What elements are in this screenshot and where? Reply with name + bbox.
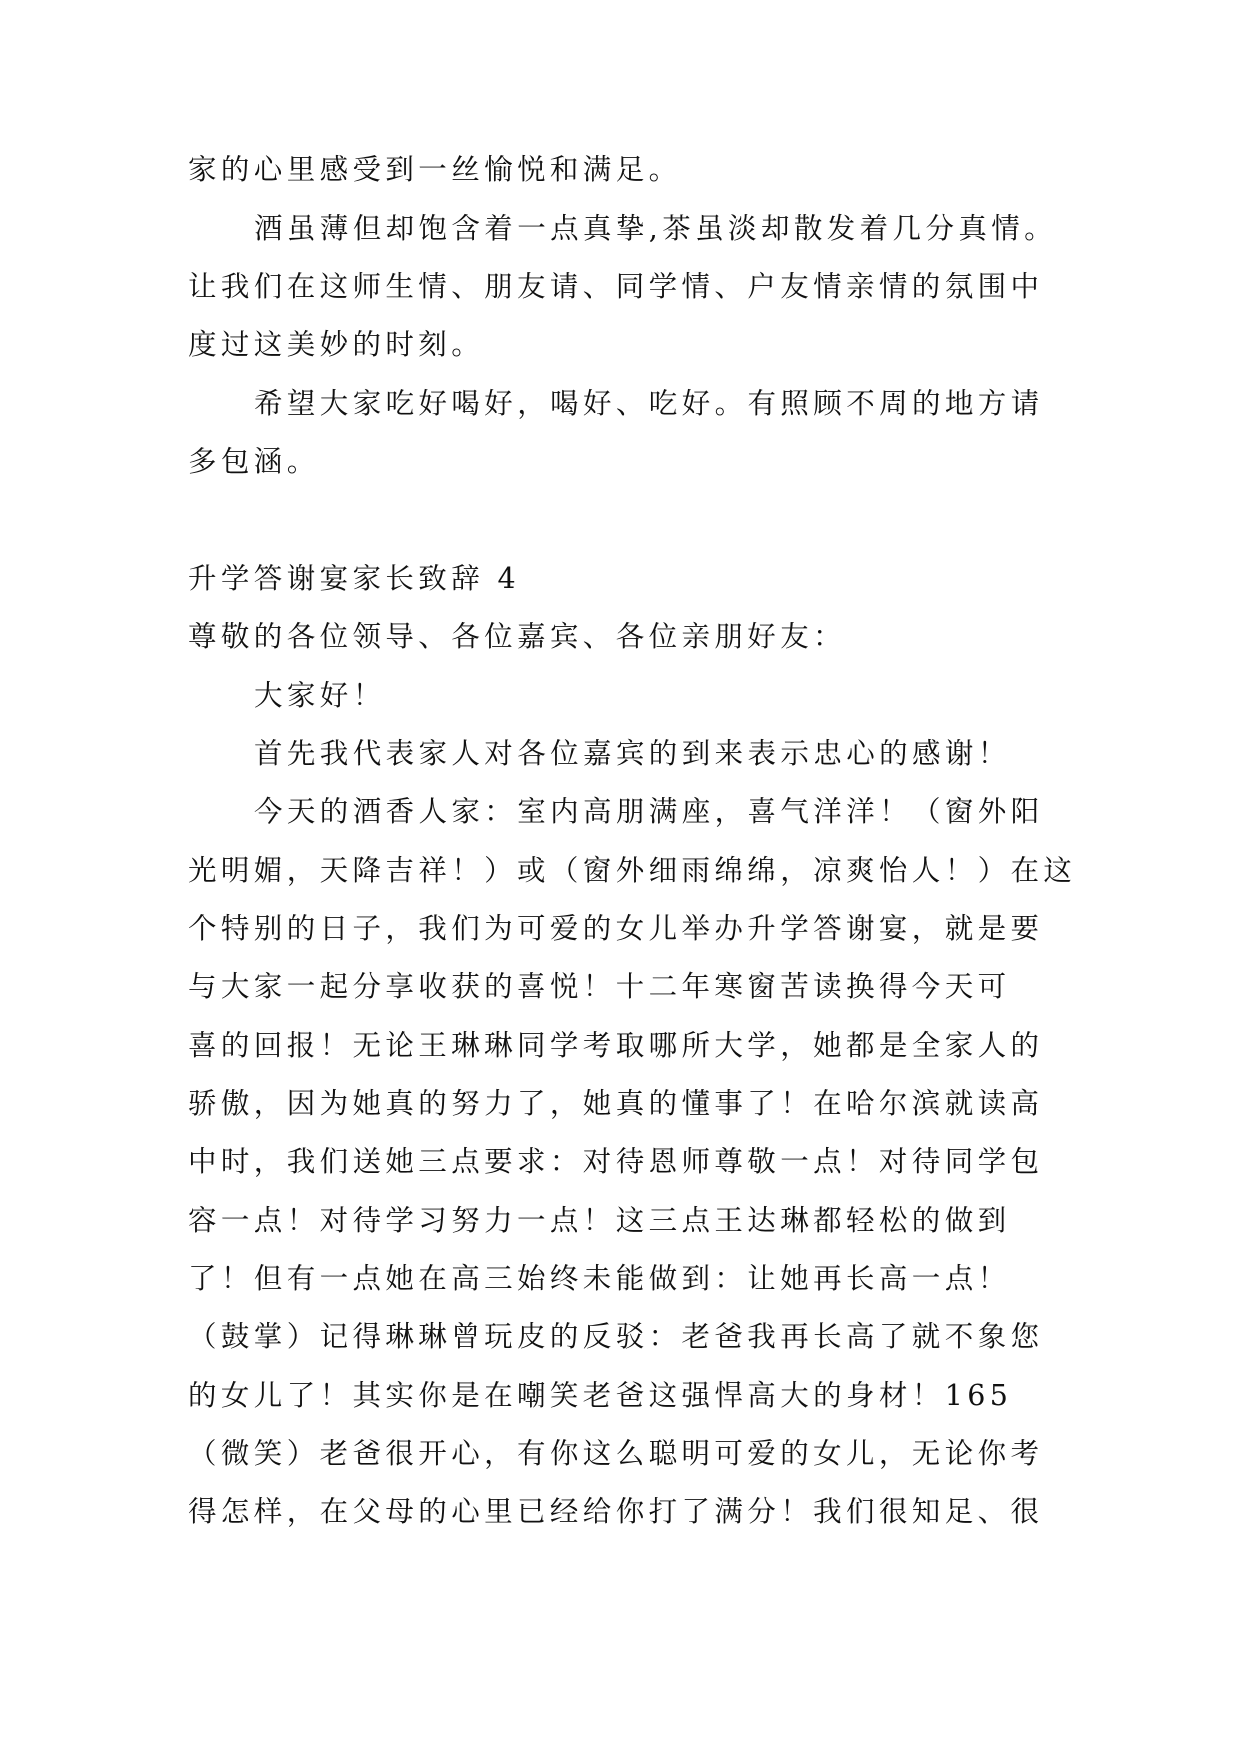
paragraph-line: 让我们在这师生情、朋友请、同学情、户友情亲情的氛围中 bbox=[188, 270, 1044, 303]
paragraph-line: 希望大家吃好喝好，喝好、吃好。有照顾不周的地方请 bbox=[254, 387, 1044, 420]
paragraph-line: 光明媚，天降吉祥！）或（窗外细雨绵绵，凉爽怡人！）在这 bbox=[188, 854, 1077, 887]
paragraph-line: 喜的回报！无论王琳琳同学考取哪所大学，她都是全家人的 bbox=[188, 1029, 1044, 1062]
paragraph-line: 骄傲，因为她真的努力了，她真的懂事了！在哈尔滨就读高 bbox=[188, 1087, 1044, 1120]
paragraph-line: 个特别的日子，我们为可爱的女儿举办升学答谢宴，就是要 bbox=[188, 912, 1044, 945]
paragraph-line: 得怎样，在父母的心里已经给你打了满分！我们很知足、很 bbox=[188, 1495, 1044, 1528]
salutation-line: 尊敬的各位领导、各位嘉宾、各位亲朋好友： bbox=[188, 620, 847, 653]
paragraph-line: 今天的酒香人家：室内高朋满座，喜气洋洋！（窗外阳 bbox=[254, 795, 1044, 828]
paragraph-line: 家的心里感受到一丝愉悦和满足。 bbox=[188, 153, 682, 186]
paragraph-line: 首先我代表家人对各位嘉宾的到来表示忠心的感谢！ bbox=[254, 737, 1011, 770]
paragraph-line: （鼓掌）记得琳琳曾玩皮的反驳：老爸我再长高了就不象您 bbox=[188, 1320, 1044, 1353]
paragraph-line: 了！但有一点她在高三始终未能做到：让她再长高一点！ bbox=[188, 1262, 1011, 1295]
paragraph-line: 的女儿了！其实你是在嘲笑老爸这强悍高大的身材！165 bbox=[188, 1379, 1013, 1412]
paragraph-line: （微笑）老爸很开心，有你这么聪明可爱的女儿，无论你考 bbox=[188, 1437, 1044, 1470]
paragraph-line: 多包涵。 bbox=[188, 445, 320, 478]
paragraph-line: 度过这美妙的时刻。 bbox=[188, 328, 485, 361]
paragraph-line: 容一点！对待学习努力一点！这三点王达琳都轻松的做到 bbox=[188, 1204, 1011, 1237]
greeting-line: 大家好！ bbox=[254, 679, 386, 712]
section-heading: 升学答谢宴家长致辞 4 bbox=[188, 562, 521, 595]
paragraph-line: 中时，我们送她三点要求：对待恩师尊敬一点！对待同学包 bbox=[188, 1145, 1044, 1178]
paragraph-line: 酒虽薄但却饱含着一点真挚,茶虽淡却散发着几分真情。 bbox=[254, 212, 1058, 245]
paragraph-line: 与大家一起分享收获的喜悦！十二年寒窗苦读换得今天可 bbox=[188, 970, 1011, 1003]
